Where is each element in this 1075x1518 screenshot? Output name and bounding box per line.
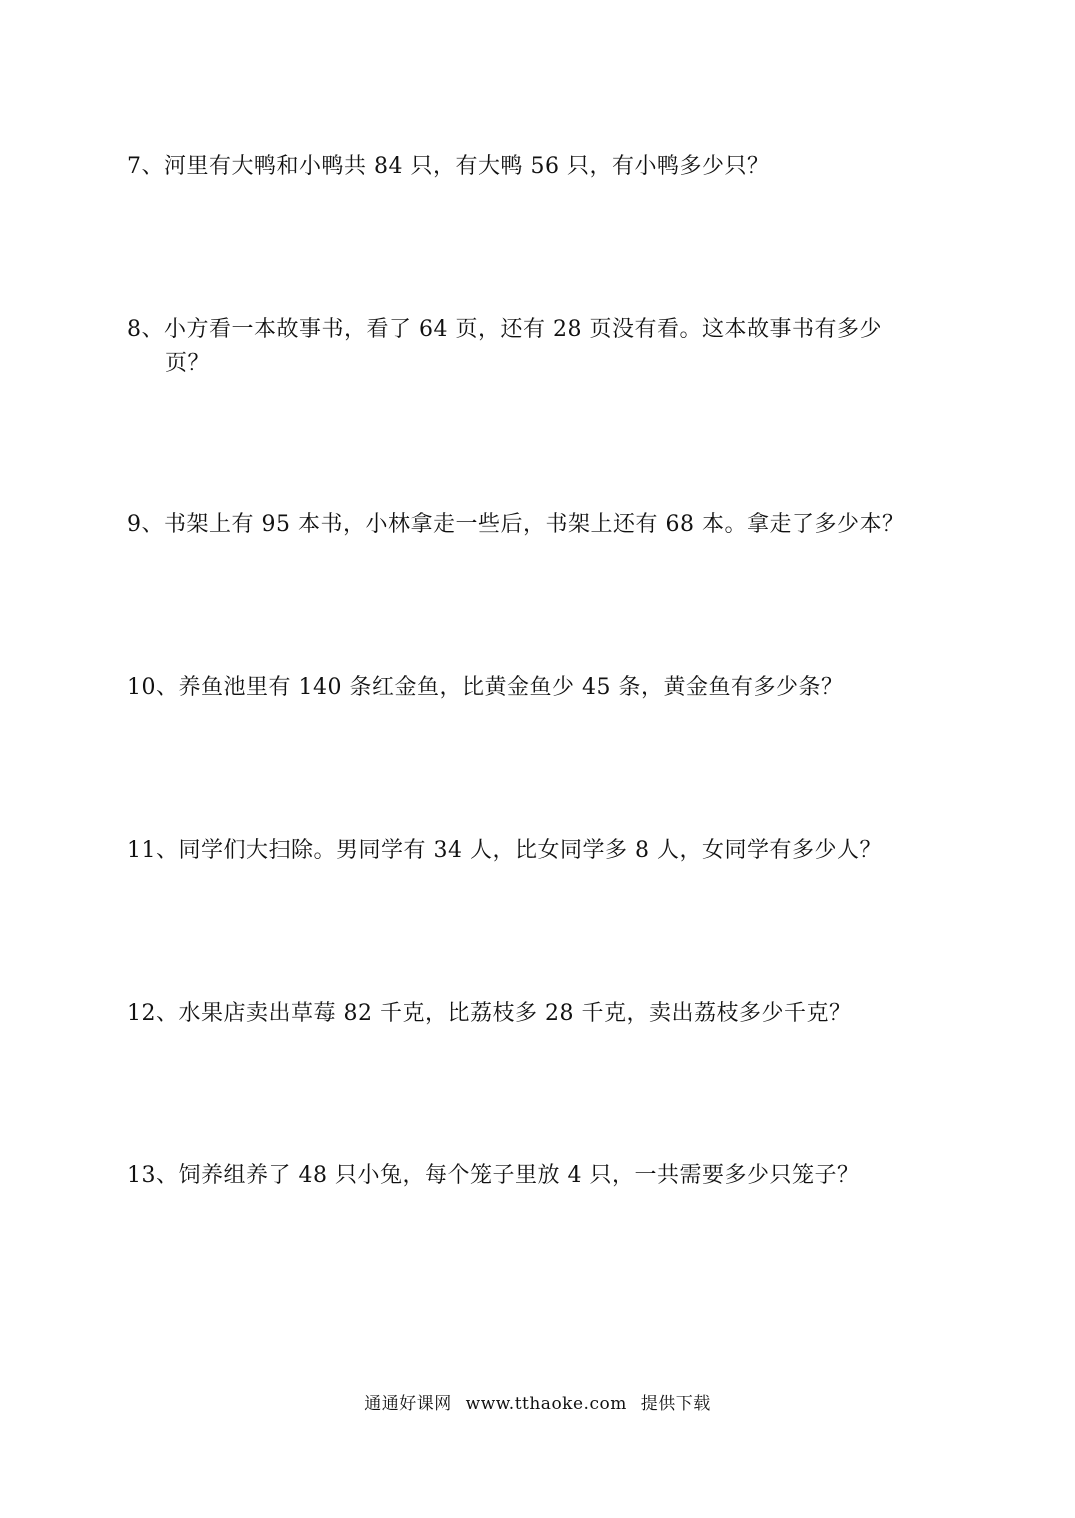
question-text: 8、小方看一本故事书，看了 64 页，还有 28 页没有看。这本故事书有多少 bbox=[127, 317, 882, 342]
question-text: 9、书架上有 95 本书，小林拿走一些后，书架上还有 68 本。拿走了多少本？ bbox=[127, 512, 905, 537]
footer-url-link[interactable]: www.tthaoke.com bbox=[465, 1394, 627, 1414]
question-9 bbox=[127, 508, 957, 542]
question-text: 7、河里有大鸭和小鸭共 84 只，有大鸭 56 只，有小鸭多少只？ bbox=[127, 154, 770, 179]
question-10 bbox=[127, 671, 957, 705]
question-7 bbox=[127, 150, 957, 184]
question-8 bbox=[127, 313, 957, 381]
question-13 bbox=[127, 1159, 957, 1193]
question-text: 10、养鱼池里有 140 条红金鱼，比黄金鱼少 45 条，黄金鱼有多少条？ bbox=[127, 675, 844, 700]
page-footer bbox=[0, 1392, 1075, 1416]
question-text: 12、水果店卖出草莓 82 千克，比荔枝多 28 千克，卖出荔枝多少千克？ bbox=[127, 1001, 852, 1026]
question-text: 11、同学们大扫除。男同学有 34 人，比女同学多 8 人，女同学有多少人？ bbox=[127, 838, 882, 863]
question-text-continuation: 页？ bbox=[165, 351, 211, 376]
question-text: 13、饲养组养了 48 只小兔，每个笼子里放 4 只，一共需要多少只笼子？ bbox=[127, 1163, 860, 1188]
question-11 bbox=[127, 834, 957, 868]
question-12 bbox=[127, 997, 957, 1031]
footer-suffix: 提供下载 bbox=[640, 1394, 711, 1414]
footer-site-name: 通通好课网 bbox=[364, 1394, 452, 1414]
